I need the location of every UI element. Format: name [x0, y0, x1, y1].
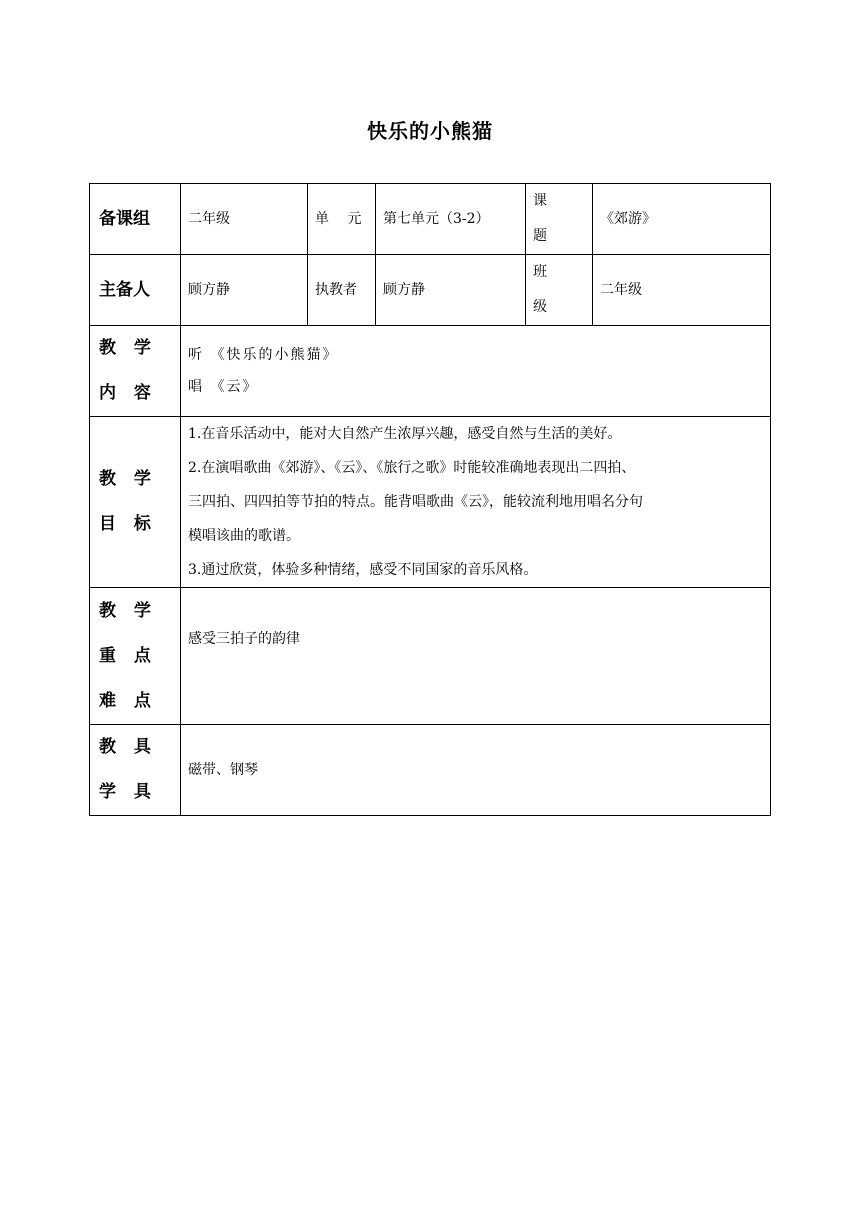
key-points-label — [90, 588, 181, 725]
topic-value: 《郊游》 — [593, 184, 771, 255]
lead-label: 主备人 — [90, 255, 181, 326]
table-row — [90, 417, 771, 588]
tools-label — [90, 725, 181, 816]
topic-label — [526, 184, 593, 255]
class-value: 二年级 — [593, 255, 771, 326]
goals-label-line1: 教 学 — [99, 469, 157, 489]
goals-label — [90, 417, 181, 588]
key-points-value: 感受三拍子的韵律 — [181, 588, 771, 725]
lesson-plan-table — [89, 183, 771, 816]
class-label — [526, 255, 593, 326]
class-label-line1: 班 — [533, 264, 547, 280]
unit-label: 单 元 — [308, 184, 376, 255]
table-row — [90, 326, 771, 417]
key-points-label-line1: 教 学 — [99, 600, 157, 621]
teacher-label: 执教者 — [308, 255, 376, 326]
table-row — [90, 725, 771, 816]
content-line-sing: 唱 《云》 — [188, 379, 259, 395]
tools-label-line2: 学 具 — [99, 782, 157, 802]
goals-line-5: 3.通过欣赏，体验多种情绪，感受不同国家的音乐风格。 — [188, 562, 538, 578]
table-row — [90, 588, 771, 725]
topic-label-line1: 课 — [533, 193, 547, 209]
goals-value — [181, 417, 771, 588]
class-label-line2: 级 — [533, 299, 547, 315]
content-value — [181, 326, 771, 417]
goals-line-2: 2.在演唱歌曲《郊游》、《云》、《旅行之歌》时能较准确地表现出二四拍、 — [188, 460, 636, 476]
goals-line-4: 模唱该曲的歌谱。 — [188, 528, 300, 544]
table-row — [90, 255, 771, 326]
page-title: 快乐的小熊猫 — [367, 119, 493, 143]
table-row — [90, 184, 771, 255]
unit-value: 第七单元（3-2） — [376, 184, 526, 255]
lead-value: 顾方静 — [181, 255, 308, 326]
topic-label-line2: 题 — [533, 228, 547, 244]
tools-label-line1: 教 具 — [99, 737, 157, 757]
goals-line-1: 1.在音乐活动中，能对大自然产生浓厚兴趣，感受自然与生活的美好。 — [188, 426, 622, 442]
tools-value: 磁带、钢琴 — [181, 725, 771, 816]
content-label-line2: 内 容 — [99, 383, 157, 403]
content-label — [90, 326, 181, 417]
group-value: 二年级 — [181, 184, 308, 255]
goals-label-line2: 目 标 — [99, 514, 157, 534]
goals-line-3: 三四拍、四四拍等节拍的特点。能背唱歌曲《云》，能较流利地用唱名分句 — [188, 494, 643, 510]
content-line-listen: 听 《快乐的小熊猫》 — [188, 347, 339, 363]
teacher-value: 顾方静 — [376, 255, 526, 326]
key-points-label-line2: 重 点 — [99, 645, 157, 666]
key-points-label-line3: 难 点 — [99, 690, 157, 711]
content-label-line1: 教 学 — [99, 338, 157, 358]
group-label: 备课组 — [90, 184, 181, 255]
